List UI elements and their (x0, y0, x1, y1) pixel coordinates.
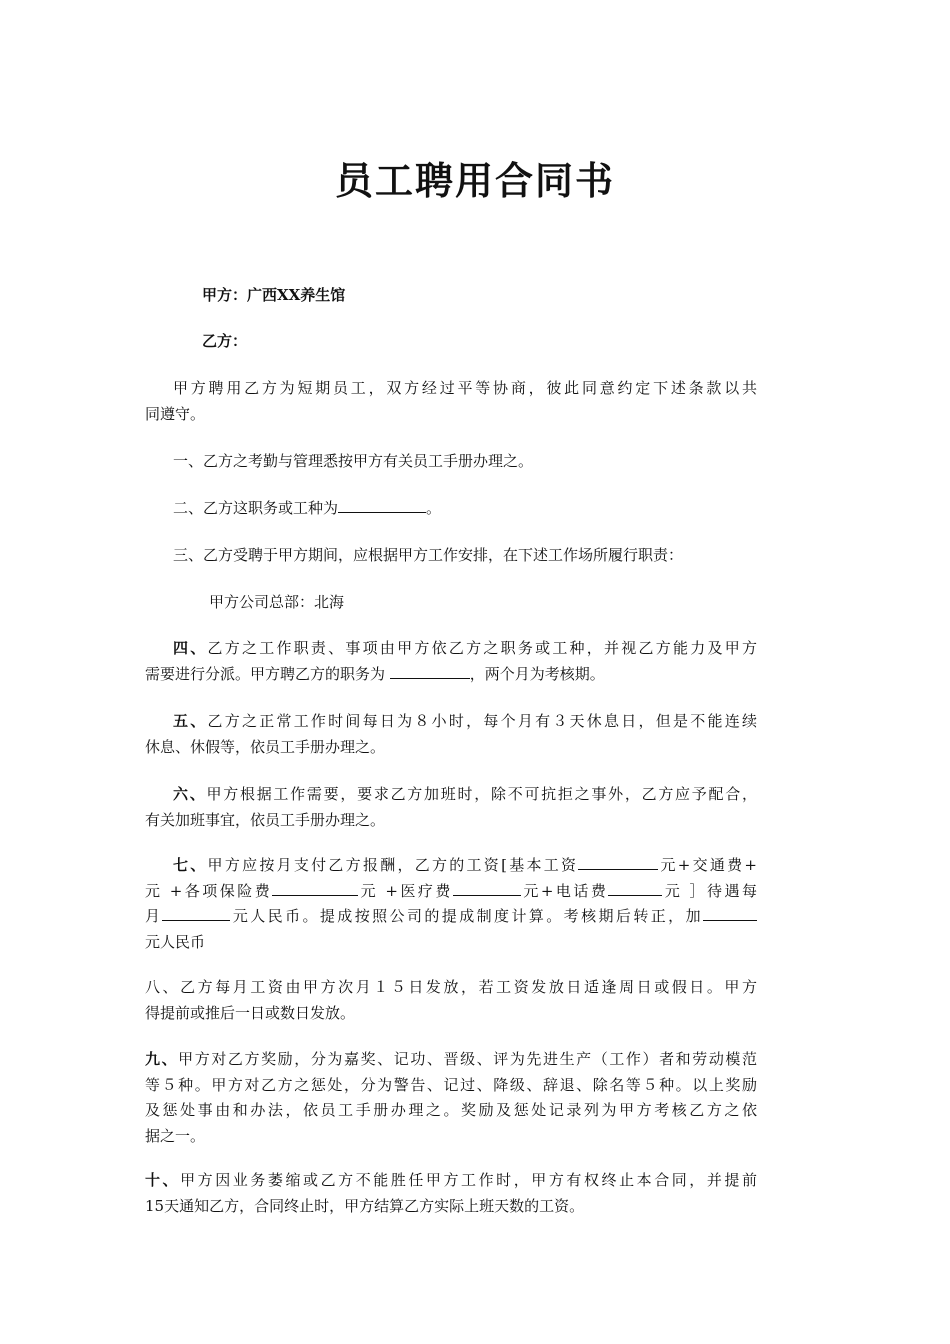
clause-3: 三、乙方受聘于甲方期间，应根据甲方工作安排，在下述工作场所履行职责： (173, 546, 684, 564)
clause-4 (145, 636, 757, 687)
document-title: 员工聘用合同书 (334, 159, 615, 203)
base-salary-blank (578, 869, 658, 870)
clause-6 (145, 782, 757, 833)
party-a-label: 甲方： (202, 286, 248, 304)
job-title-blank (390, 678, 470, 679)
intro-line-1: 甲方聘用乙方为短期员工，双方经过平等协商，彼此同意约定下述条款以共 (173, 379, 757, 397)
clause-9-number: 九、 (145, 1050, 179, 1068)
clause-4-number: 四、 (173, 639, 208, 657)
clause-7-number: 七、 (173, 856, 208, 874)
clause-10-line-1: 甲方因业务萎缩或乙方不能胜任甲方工作时，甲方有权终止本合同，并提前 (180, 1171, 757, 1189)
clause-8-line-1: 八、乙方每月工资由甲方次月１５日发放，若工资发放日适逢周日或假日。甲方 (145, 978, 757, 996)
clause-7-line-2d: 元 ］待遇每 (662, 881, 757, 900)
clause-10 (145, 1168, 757, 1219)
clause-5-line-2: 休息、休假等，依员工手册办理之。 (145, 737, 386, 756)
raise-blank (703, 920, 757, 921)
monthly-total-blank (162, 920, 230, 921)
clause-4-line-1: 乙方之工作职责、事项由甲方依乙方之职务或工种，并视乙方能力及甲方 (207, 639, 757, 657)
clause-9-line-3: 及惩处事由和办法，依员工手册办理之。奖励及惩处记录列为甲方考核乙方之依 (145, 1101, 757, 1119)
clause-7-line-2a: 元 +各项保险费 (145, 881, 273, 900)
phone-blank (608, 895, 662, 896)
clause-7 (145, 853, 757, 955)
intro-paragraph (145, 376, 757, 427)
party-a-name: 广西XX养生馆 (247, 286, 346, 304)
clause-8-line-2: 得提前或推后一日或数日发放。 (145, 1003, 356, 1022)
party-b-label: 乙方： (202, 332, 248, 350)
clause-5-number: 五、 (173, 712, 208, 730)
clause-10-line-2: 15天通知乙方，合同终止时，甲方结算乙方实际上班天数的工资。 (145, 1196, 585, 1215)
clause-7-line-2b: 元 +医疗费 (358, 881, 453, 900)
clause-2-text: 二、乙方这职务或工种为 (173, 499, 339, 517)
clause-4-line-2a: 需要进行分派。甲方聘乙方的职务为 (145, 664, 390, 683)
clause-6-line-1: 甲方根据工作需要，要求乙方加班时，除不可抗拒之事外，乙方应予配合， (206, 785, 757, 803)
clause-9-line-1: 甲方对乙方奖励，分为嘉奖、记功、晋级、评为先进生产（工作）者和劳动模范 (178, 1050, 757, 1068)
clause-9-line-4: 据之一。 (145, 1126, 206, 1145)
clause-3-location: 甲方公司总部：北海 (209, 593, 345, 611)
clause-1: 一、乙方之考勤与管理悉按甲方有关员工手册办理之。 (173, 452, 534, 470)
clause-9-line-2: 等５种。甲方对乙方之惩处，分为警告、记过、降级、辞退、除名等５种。以上奖励 (145, 1075, 757, 1094)
clause-6-number: 六、 (173, 785, 207, 803)
clause-2 (173, 496, 785, 522)
clause-4-line-2b: ，两个月为考核期。 (469, 664, 605, 683)
clause-2-end: 。 (426, 499, 442, 517)
medical-blank (453, 895, 521, 896)
clause-10-number: 十、 (145, 1171, 181, 1189)
party-b (202, 329, 814, 355)
clause-7-line-2c: 元+电话费 (520, 881, 609, 900)
intro-line-2: 同遵守。 (145, 404, 206, 423)
clause-7-line-3b: 元人民币。提成按照公司的提成制度计算。考核期后转正，加 (230, 907, 703, 925)
clause-5 (145, 709, 757, 760)
position-blank (338, 512, 426, 513)
insurance-blank (272, 895, 358, 896)
clause-7-line-1a: 甲方应按月支付乙方报酬，乙方的工资[基本工资 (207, 856, 579, 874)
clause-9 (145, 1047, 757, 1149)
party-a (202, 283, 814, 309)
clause-5-line-1: 乙方之正常工作时间每日为８小时，每个月有３天休息日，但是不能连续 (207, 712, 757, 730)
clause-6-line-2: 有关加班事宜，依员工手册办理之。 (145, 810, 386, 829)
clause-7-line-4: 元人民币 (145, 932, 206, 951)
clause-8 (145, 975, 757, 1026)
clause-7-line-1b: 元+交通费+ (658, 856, 757, 874)
clause-7-line-3a: 月 (145, 907, 163, 925)
